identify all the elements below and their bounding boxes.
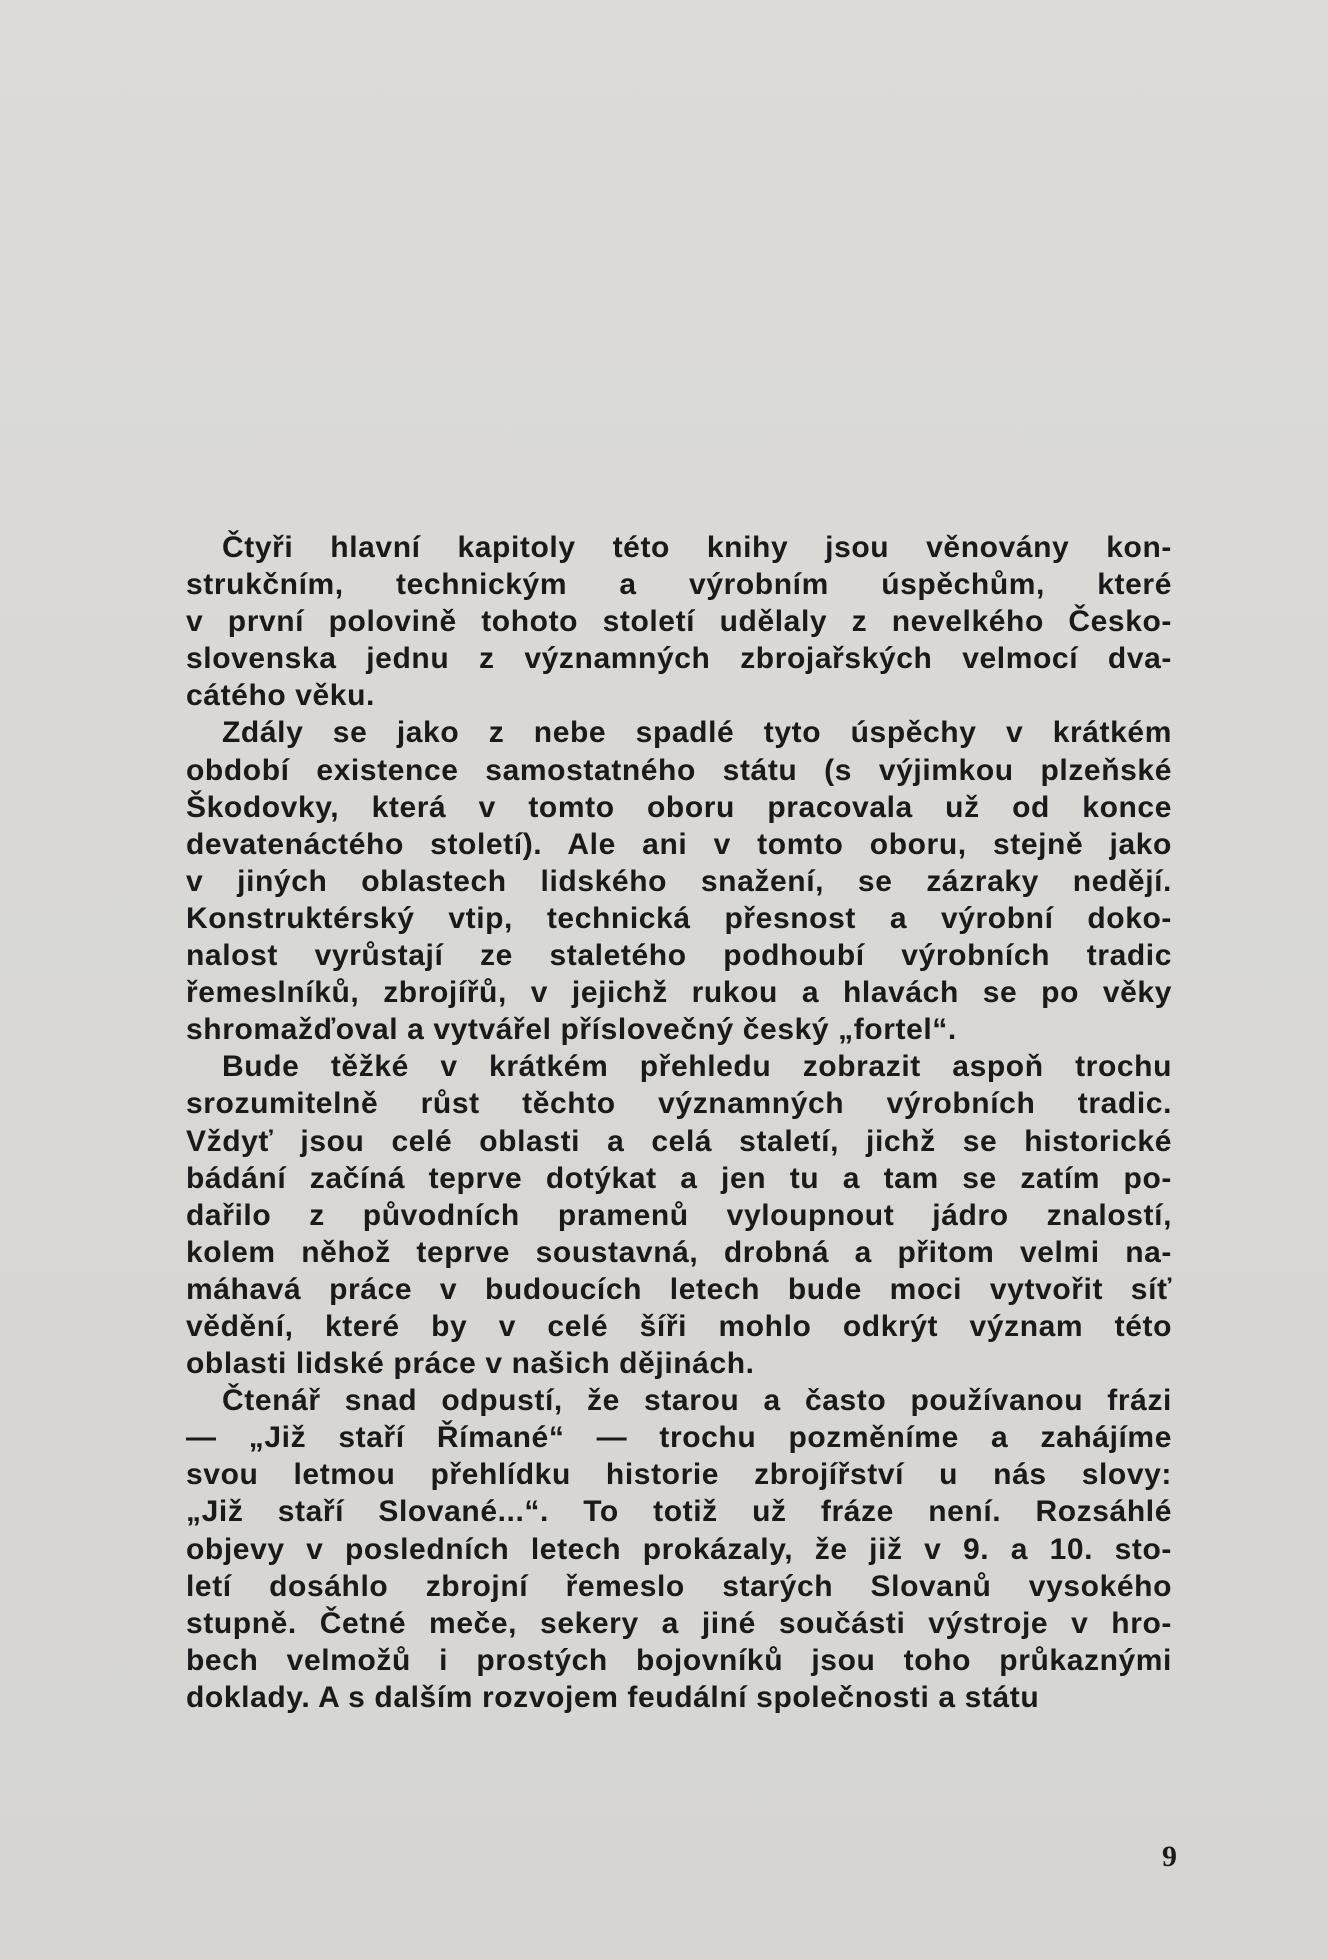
text-line: kolem něhož teprve soustavná, drobná a přitom velmi na- xyxy=(186,1235,1172,1269)
text-line: v první polovině tohoto století udělaly z nevelkého Česko- xyxy=(186,605,1172,639)
text-line: „Již staří Slované...“. To totiž už fráze není. Rozsáhlé xyxy=(186,1495,1172,1529)
paragraph-3 xyxy=(186,1048,1172,1382)
text-line: doklady. A s dalším rozvojem feudální společnosti a státu xyxy=(186,1680,1040,1714)
paragraph-2 xyxy=(186,714,1172,1048)
page-number: 9 xyxy=(1162,1840,1177,1873)
body-text xyxy=(186,529,1172,1716)
text-line: stupně. Četné meče, sekery a jiné součásti výstroje v hro- xyxy=(186,1606,1172,1640)
text-line: devatenáctého století). Ale ani v tomto oboru, stejně jako xyxy=(186,827,1172,861)
text-line: strukčním, technickým a výrobním úspěchům, které xyxy=(186,568,1172,602)
text-line: slovenska jednu z významných zbrojařských velmocí dva- xyxy=(186,642,1172,676)
text-line: Škodovky, která v tomto oboru pracovala už od konce xyxy=(186,790,1172,824)
text-line: svou letmou přehlídku historie zbrojířství u nás slovy: xyxy=(186,1458,1172,1492)
text-line: v jiných oblastech lidského snažení, se zázraky nedějí. xyxy=(186,864,1172,898)
text-line: bádání začíná teprve dotýkat a jen tu a tam se zatím po- xyxy=(186,1161,1172,1195)
text-line: řemeslníků, zbrojířů, v jejichž rukou a hlavách se po věky xyxy=(186,976,1172,1010)
text-line: shromažďoval a vytvářel příslovečný český „fortel“. xyxy=(186,1013,957,1047)
text-line: období existence samostatného státu (s výjimkou plzeňské xyxy=(186,753,1172,787)
text-line: máhavá práce v budoucích letech bude moci vytvořit síť xyxy=(186,1272,1172,1306)
text-line: srozumitelně růst těchto významných výrobních tradic. xyxy=(186,1087,1172,1121)
text-line: dařilo z původních pramenů vyloupnout jádro znalostí, xyxy=(186,1198,1172,1232)
paragraph-4 xyxy=(186,1382,1172,1716)
text-line: Konstruktérský vtip, technická přesnost a výrobní doko- xyxy=(186,901,1172,935)
text-line: vědění, které by v celé šíři mohlo odkrýt význam této xyxy=(186,1309,1172,1343)
text-line: cátého věku. xyxy=(186,679,375,713)
text-line: bech velmožů i prostých bojovníků jsou toho průkaznými xyxy=(186,1643,1172,1677)
text-line: nalost vyrůstají ze staletého podhoubí výrobních tradic xyxy=(186,939,1172,973)
text-line: Čtyři hlavní kapitoly této knihy jsou věnovány kon- xyxy=(222,531,1172,564)
text-line: Bude těžké v krátkém přehledu zobrazit aspoň trochu xyxy=(222,1050,1172,1084)
text-line: objevy v posledních letech prokázaly, že již v 9. a 10. sto- xyxy=(186,1532,1172,1566)
text-line: letí dosáhlo zbrojní řemeslo starých Slovanů vysokého xyxy=(186,1569,1172,1603)
text-line: Čtenář snad odpustí, že starou a často používanou frázi xyxy=(222,1384,1172,1418)
paragraph-1 xyxy=(186,529,1172,714)
text-line: oblasti lidské práce v našich dějinách. xyxy=(186,1347,755,1381)
text-line: Vždyť jsou celé oblasti a celá staletí, jichž se historické xyxy=(186,1124,1172,1158)
text-line: Zdály se jako z nebe spadlé tyto úspěchy v krátkém xyxy=(222,716,1172,750)
text-line: — „Již staří Římané“ — trochu pozměníme a zahájíme xyxy=(186,1421,1172,1455)
